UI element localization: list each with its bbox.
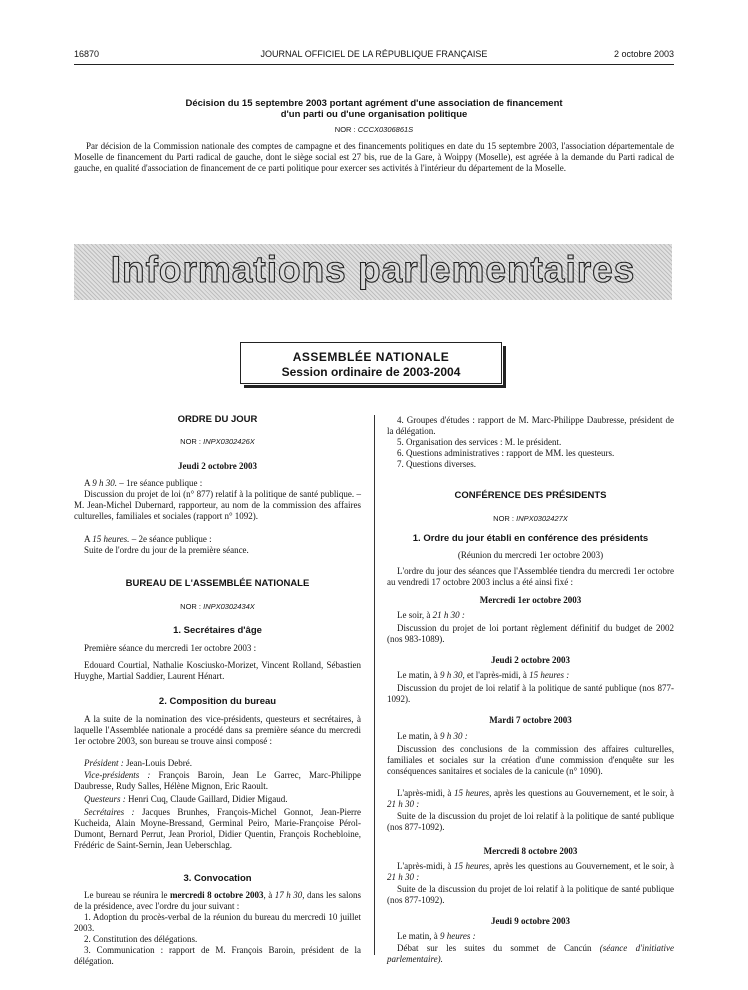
bureau-item-6: 6. Questions administratives : rapport de MM. les questeurs. (397, 448, 615, 458)
assemblee-box (240, 342, 502, 384)
nor-label: NOR : (334, 125, 356, 134)
time: 9 h 30. (92, 478, 118, 488)
reunion-date: (Réunion du mercredi 1er octobre 2003) (457, 550, 604, 560)
decision-title-line2: d'un parti ou d'une organisation politique (280, 109, 468, 120)
ordre-nor (74, 436, 361, 447)
nor-code: INPX0302427X (516, 514, 568, 523)
text: , dans les salons de la présidence, avec l'ordre du jour suivant : (74, 890, 362, 911)
text: Le soir, à (397, 610, 433, 620)
page-header (74, 49, 674, 63)
mardi-7-pm-time (387, 788, 674, 810)
time: 9 h 30, (439, 670, 465, 680)
seance2-heading (74, 534, 361, 545)
value: Henri Cuq, Claude Gaillard, Didier Migaud. (125, 794, 288, 804)
bureau-title: BUREAU DE L'ASSEMBLÉE NATIONALE (125, 578, 310, 589)
time: 21 h 30 : (387, 872, 420, 882)
time: 15 heures, (453, 788, 492, 798)
bureau-item-4: 4. Groupes d'études : rapport de M. Marc-Philippe Daubresse, président de la délégation. (387, 415, 674, 436)
time: 17 h 30 (274, 890, 303, 900)
value: Jean-Louis Debré. (123, 758, 192, 768)
vice-presidents (74, 770, 361, 792)
nor-code: INPX0302434X (203, 602, 255, 611)
composition-title: 2. Composition du bureau (158, 696, 277, 707)
column-divider (374, 415, 375, 955)
text: Le matin, à (397, 731, 440, 741)
text: après les questions au Gouvernement, et le soir, à (491, 788, 674, 798)
text: Débat sur les suites du sommet de Cancún (397, 943, 600, 953)
mercredi-1-time (387, 610, 674, 621)
header-rule (74, 64, 674, 65)
conference-title: CONFÉRENCE DES PRÉSIDENTS (454, 490, 607, 501)
text: et l'après-midi, à (464, 670, 530, 680)
seance2-body: Suite de l'ordre du jour de la première séance. (84, 545, 249, 555)
decision-nor (110, 125, 638, 134)
time: 21 h 30 : (387, 799, 420, 809)
questeurs (74, 794, 361, 805)
composition-intro: A la suite de la nomination des vice-présidents, questeurs et secrétaires, à laquelle l'Assemblée nationale a procédé dans sa première séance du mercredi 1er octobre 2003, son bureau se trouve ainsi composé : (74, 714, 361, 746)
mardi-7-pm-body: Suite de la discussion du projet de loi relatif à la politique de santé publique (nos 877-1092). (387, 811, 674, 832)
text: L'après-midi, à (397, 788, 454, 798)
ordre-du-jour-title: ORDRE DU JOUR (177, 414, 258, 425)
session-title: Session ordinaire de 2003-2004 (281, 365, 461, 379)
mardi-7-body: Discussion des conclusions de la commission des affaires culturelles, familiales et sociales sur la création d'une commission d'enquête sur les conséquences sanitaires et sociales de la canicule (n° 1090). (387, 744, 674, 776)
mardi-7-title: Mardi 7 octobre 2003 (489, 715, 572, 725)
value: François Baroin, Jean Le Garrec, Marc-Philippe Daubresse, Rudy Salles, Hélène Mignon, Eric Raoult. (74, 770, 361, 791)
text: A (84, 478, 93, 488)
text: L'après-midi, à (397, 861, 454, 871)
text: Le matin, à (397, 670, 440, 680)
text: après les questions au Gouvernement, et le soir, à (491, 861, 674, 871)
convocation-item-1: 1. Adoption du procès-verbal de la réunion du bureau du mercredi 10 juillet 2003. (74, 912, 361, 933)
text: Le bureau se réunira le (84, 890, 170, 900)
jeudi-2-time (387, 670, 674, 681)
jeudi-2-title: Jeudi 2 octobre 2003 (490, 655, 571, 665)
page-number: 16870 (74, 49, 100, 59)
president-line (74, 758, 361, 769)
text: Le matin, à (397, 931, 440, 941)
nor-label: NOR : (493, 514, 515, 523)
text: , à (263, 890, 275, 900)
secretaires-age-intro: Première séance du mercredi 1er octobre 2003 : (84, 643, 257, 653)
convocation-title: 3. Convocation (183, 873, 252, 884)
mardi-7-time (387, 731, 674, 742)
mercredi-8-title: Mercredi 8 octobre 2003 (483, 846, 578, 856)
time: 9 h 30 : (439, 731, 468, 741)
label: Président : (84, 758, 124, 768)
time: 21 h 30 : (432, 610, 465, 620)
jeudi-title: Jeudi 2 octobre 2003 (177, 461, 258, 471)
bureau-nor (74, 601, 361, 612)
nor-code: INPX0302426X (203, 437, 255, 446)
time: 15 heures, (453, 861, 492, 871)
secretaires-age-names: Edouard Courtial, Nathalie Kosciusko-Morizet, Vincent Rolland, Sébastien Huyghe, Martial Saddier, Laurent Hénart. (74, 660, 361, 681)
secretaires (74, 807, 361, 851)
date: mercredi 8 octobre 2003 (169, 890, 264, 900)
secretaires-age-title: 1. Secrétaires d'âge (173, 625, 262, 636)
note: (séance d'initiative parlementaire). (387, 943, 674, 964)
label: Vice-présidents : (84, 770, 151, 780)
decision-title-line1: Décision du 15 septembre 2003 portant agrément d'une association de financement (185, 98, 563, 109)
bureau-item-5: 5. Organisation des services : M. le président. (397, 437, 562, 447)
conference-intro: L'ordre du jour des séances que l'Assemblée tiendra du mercredi 1er octobre au vendredi 17 octobre 2003 inclus a été ainsi fixé : (387, 566, 674, 587)
jeudi-9-body (387, 943, 674, 965)
label: Questeurs : (84, 794, 126, 804)
time: 15 heures. (92, 534, 130, 544)
label: Secrétaires : (84, 807, 135, 817)
text: – 1re séance publique : (117, 478, 203, 488)
bureau-item-7: 7. Questions diverses. (397, 459, 476, 469)
decision-title (110, 98, 638, 120)
jeudi-9-title: Jeudi 9 octobre 2003 (490, 916, 571, 926)
nor-code: CCCX0306861S (357, 125, 414, 134)
text: – 2e séance publique : (129, 534, 212, 544)
mercredi-1-title: Mercredi 1er octobre 2003 (479, 595, 582, 605)
ordre-etabli-title: 1. Ordre du jour établi en conférence des présidents (412, 533, 649, 544)
mercredi-8-body: Suite de la discussion du projet de loi relatif à la politique de santé publique (nos 877-1092). (387, 884, 674, 905)
mercredi-8-time (387, 861, 674, 883)
convocation-intro (74, 890, 361, 912)
journal-title: JOURNAL OFFICIEL DE LA RÉPUBLIQUE FRANÇAISE (260, 49, 488, 59)
decision-body: Par décision de la Commission nationale des comptes de campagne et des financements politiques en date du 15 septembre 2003, l'association départementale de Moselle de financement du Parti radical de gauche, dont le siège social est 27 bis, rue de la Gare, à Woippy (Moselle), est agréée à la demande du Parti radical de gauche, en qualité d'association de financement de ce parti politique pour exercer ses activités à l'intérieur du département de la Moselle. (74, 141, 674, 173)
value: Jacques Brunhes, François-Michel Gonnot, Jean-Pierre Kucheida, Alain Moyne-Bressand, Germinal Peiro, Marie-Françoise Pérol-Dumont, Bernard Perrut, Jean Proriol, Didier Quentin, François Rochebloine, Frédéric de Saint-Sernin, Jean Ueberschlag. (74, 807, 362, 850)
convocation-item-3: 3. Communication : rapport de M. François Baroin, président de la délégation. (74, 945, 361, 966)
conference-nor (387, 513, 674, 524)
time: 15 heures : (529, 670, 570, 680)
issue-date: 2 octobre 2003 (613, 49, 674, 59)
seance1-heading (74, 478, 361, 489)
seance1-body: Discussion du projet de loi (n° 877) relatif à la politique de santé publique. – M. Jean-Michel Dubernard, rapporteur, au nom de la commission des affaires culturelles, familiales et sociales (rapport n° 1092). (74, 489, 361, 521)
banner-title: Informations parlementaires (110, 249, 636, 290)
nor-label: NOR : (180, 602, 202, 611)
jeudi-9-time (387, 931, 674, 942)
jeudi-2-body: Discussion du projet de loi relatif à la politique de santé publique (nos 877-1092). (387, 683, 674, 704)
convocation-item-2: 2. Constitution des délégations. (84, 934, 198, 944)
text: A (84, 534, 93, 544)
mercredi-1-body: Discussion du projet de loi portant règlement définitif du budget de 2002 (nos 983-1089). (387, 623, 674, 644)
time: 9 heures : (439, 931, 476, 941)
nor-label: NOR : (180, 437, 202, 446)
assemblee-title: ASSEMBLÉE NATIONALE (292, 350, 450, 364)
